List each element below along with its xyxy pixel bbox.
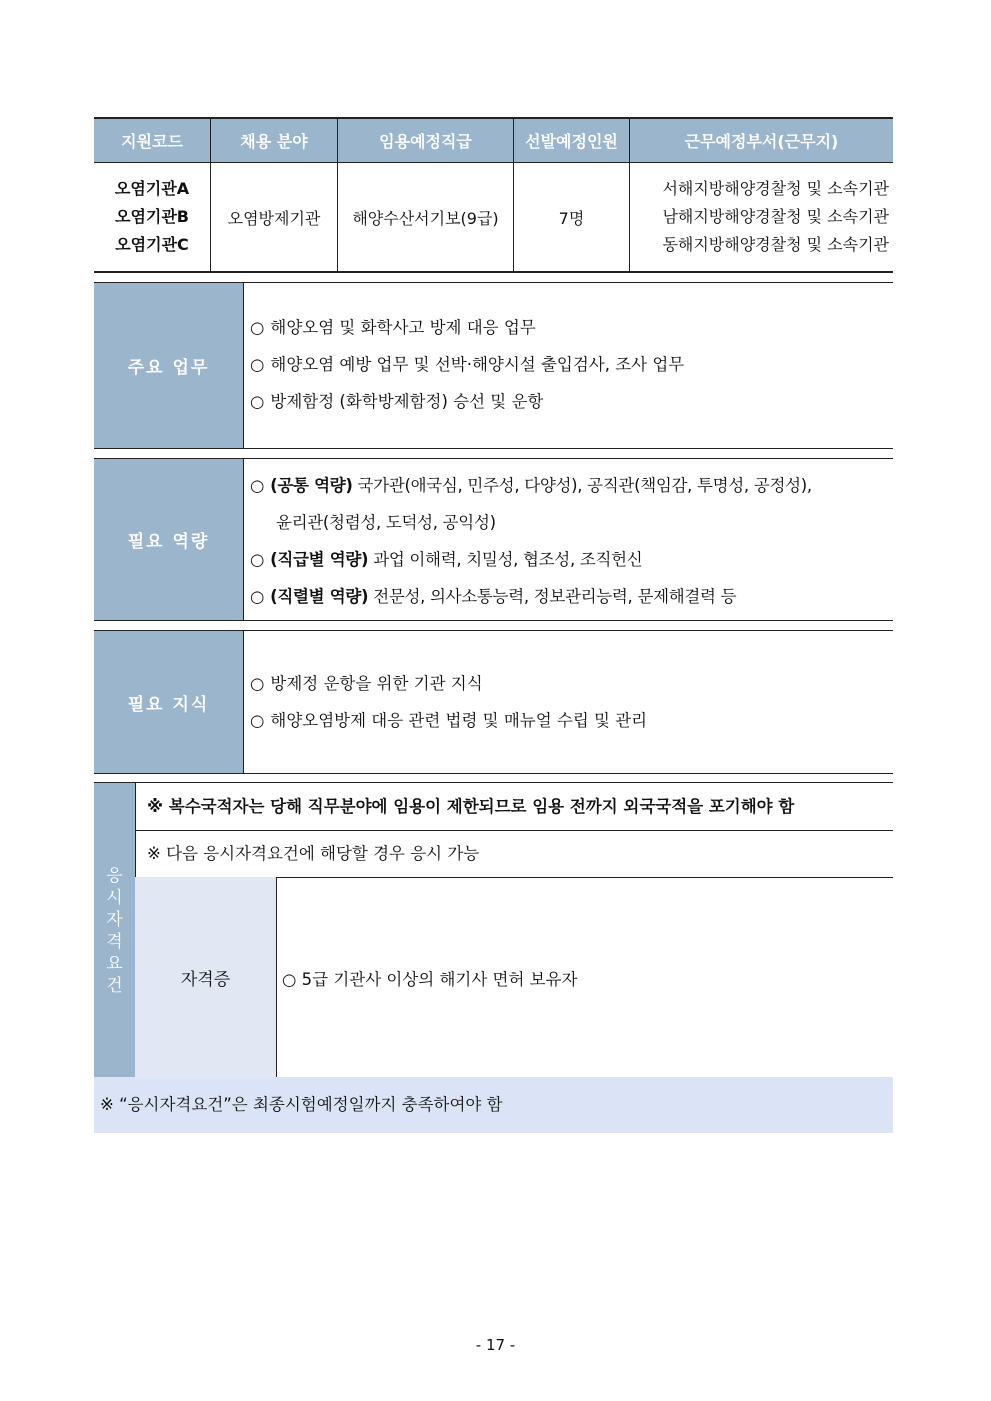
recruitment-table (94, 117, 893, 273)
bullet-circle-icon: ○ (250, 392, 265, 411)
duty-item: ○ 해양오염 예방 업무 및 선박·해양시설 출입검사, 조사 업무 (250, 355, 685, 374)
knowledge-label: 필요 지식 (94, 631, 244, 773)
department-cell (630, 163, 894, 273)
code-b: 오염기관B (114, 207, 190, 226)
qualification-label: 응 시 자 격 요 건 (94, 783, 136, 1078)
duties-section (94, 282, 893, 449)
competency-job: ○ (직렬별 역량) 전문성, 의사소통능력, 정보관리능력, 문제해결력 등 (250, 587, 737, 606)
code-cell (94, 163, 211, 273)
department-south: 남해지방해양경찰청 및 소속기관 (662, 207, 889, 226)
competency-common-cont: 윤리관(청렴성, 도덕성, 공익성) (276, 513, 496, 532)
field-cell: 오염방제기관 (211, 163, 338, 273)
competency-grade: ○ (직급별 역량) 과업 이해력, 치밀성, 협조성, 조직헌신 (250, 550, 643, 569)
eligibility-notice: ※ 다음 응시자격요건에 해당할 경우 응시 가능 (135, 830, 893, 878)
department-east: 동해지방해양경찰청 및 소속기관 (662, 235, 889, 254)
bullet-circle-icon: ○ (250, 318, 265, 337)
count-cell: 7명 (514, 163, 630, 273)
table-header-row (94, 118, 893, 163)
bullet-circle-icon: ○ (250, 711, 265, 730)
knowledge-item: ○ 방제정 운항을 위한 기관 지식 (250, 674, 483, 693)
header-department: 근무예정부서(근무지) (630, 118, 894, 163)
competencies-content (244, 459, 893, 620)
bullet-circle-icon: ○ (250, 587, 265, 606)
table-row (94, 163, 893, 273)
bullet-circle-icon: ○ (250, 355, 265, 374)
competency-common: ○ (공통 역량) 국가관(애국심, 민주성, 다양성), 공직관(책임감, 투명성, 공정성), (250, 476, 812, 495)
duty-item: ○ 방제함정 (화학방제함정) 승선 및 운항 (250, 392, 544, 411)
department-west: 서해지방해양경찰청 및 소속기관 (662, 179, 889, 198)
header-field: 채용 분야 (211, 118, 338, 163)
certificate-value: ○ 5급 기관사 이상의 해기사 면허 보유자 (282, 969, 578, 989)
page-number: - 17 - (475, 1336, 516, 1354)
header-code: 지원코드 (94, 118, 211, 163)
code-c: 오염기관C (115, 235, 189, 254)
duties-content (244, 283, 893, 448)
knowledge-section (94, 630, 893, 774)
grade-cell: 해양수산서기보(9급) (338, 163, 514, 273)
knowledge-content (244, 631, 893, 773)
bullet-circle-icon: ○ (250, 674, 265, 693)
competencies-section (94, 458, 893, 621)
competencies-label: 필요 역량 (94, 459, 244, 620)
footnote: ※ “응시자격요건”은 최종시험예정일까지 충족하여야 함 (94, 1077, 893, 1133)
code-a: 오염기관A (114, 179, 190, 198)
knowledge-item: ○ 해양오염방제 대응 관련 법령 및 매뉴얼 수립 및 관리 (250, 711, 648, 730)
dual-nationality-notice: ※ 복수국적자는 당해 직무분야에 임용이 제한되므로 임용 전까지 외국국적을 포기해야 함 (135, 783, 893, 831)
header-grade: 임용예정직급 (338, 118, 514, 163)
certificate-label: 자격증 (135, 877, 277, 1078)
duty-item: ○ 해양오염 및 화학사고 방제 대응 업무 (250, 318, 536, 337)
bullet-circle-icon: ○ (250, 550, 265, 569)
qualification-section (94, 782, 893, 1079)
header-count: 선발예정인원 (514, 118, 630, 163)
bullet-circle-icon: ○ (250, 476, 265, 495)
duties-label: 주요 업무 (94, 283, 244, 448)
